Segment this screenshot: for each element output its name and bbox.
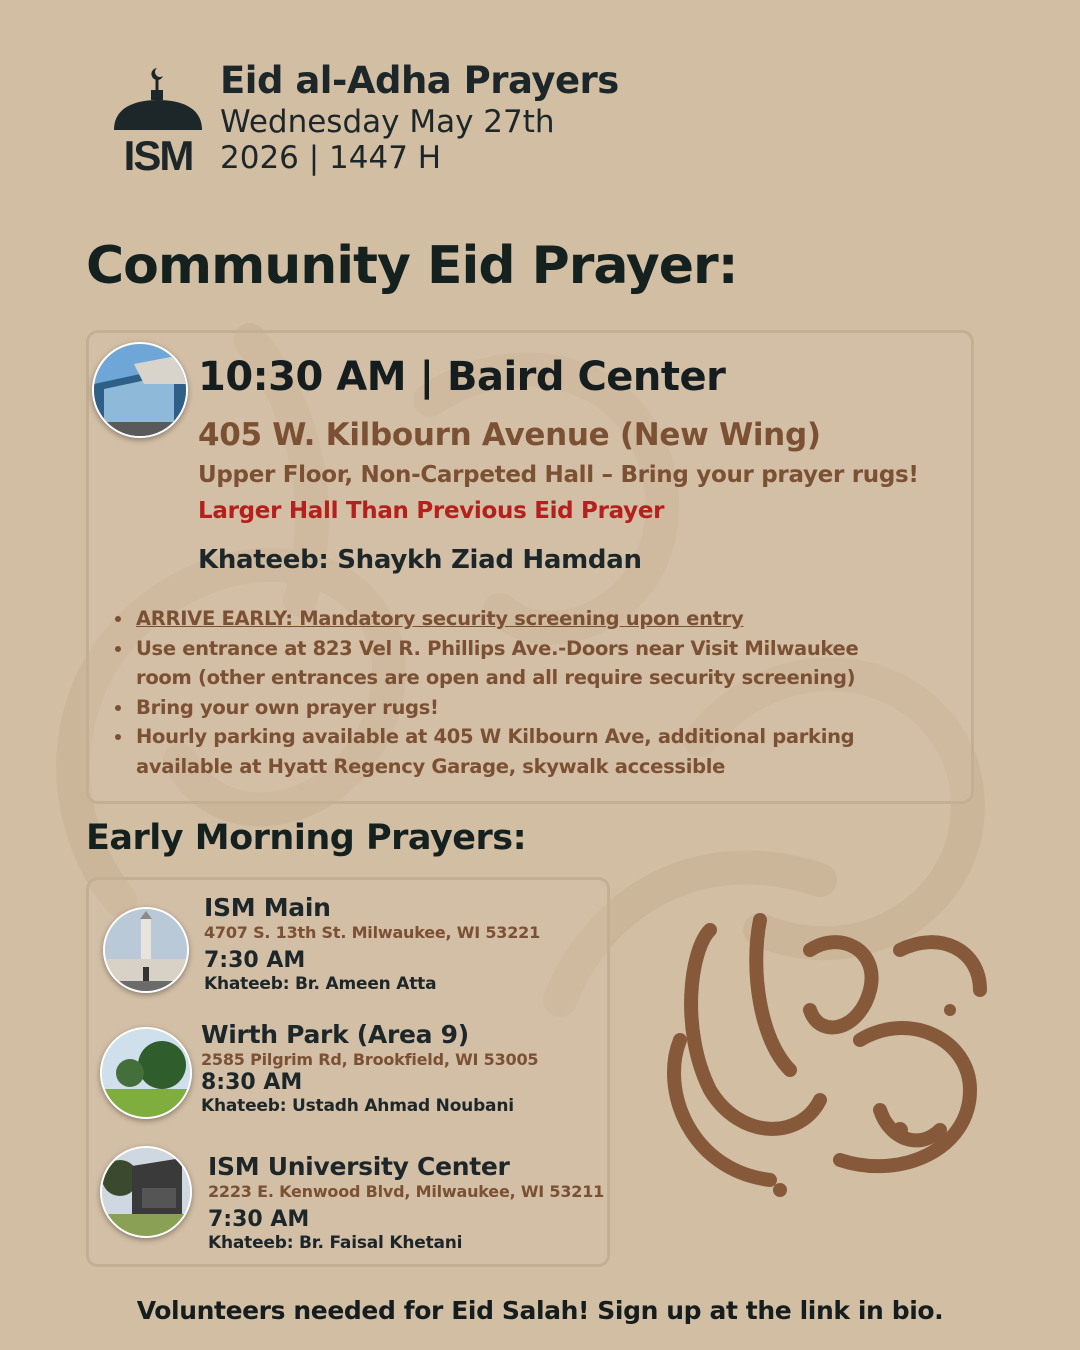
location-khateeb: Khateeb: Br. Faisal Khetani [208, 1233, 463, 1253]
eid-mubarak-calligraphy [650, 890, 1010, 1220]
location-address: 2585 Pilgrim Rd, Brookfield, WI 53005 [201, 1050, 539, 1069]
event-title: Eid al-Adha Prayers [220, 59, 619, 102]
main-prayer-address: 405 W. Kilbourn Avenue (New Wing) [198, 417, 821, 453]
info-bullets [112, 604, 894, 781]
bullet-item: • Hourly parking available at 405 W Kilbourn Ave, additional parking available at Hyatt Regency Garage, skywalk accessible [134, 722, 894, 781]
bullet-item: • Use entrance at 823 Vel R. Phillips Ave.-Doors near Visit Milwaukee room (other entrances are open and all require security screening) [134, 634, 894, 693]
location-address: 2223 E. Kenwood Blvd, Milwaukee, WI 53211 [208, 1182, 605, 1201]
community-prayer-title: Community Eid Prayer: [86, 236, 738, 296]
hall-note: Larger Hall Than Previous Eid Prayer [198, 498, 665, 524]
location-khateeb: Khateeb: Ustadh Ahmad Noubani [201, 1096, 514, 1116]
header [220, 58, 619, 176]
location-name: Wirth Park (Area 9) [201, 1020, 469, 1049]
location-address: 4707 S. 13th St. Milwaukee, WI 53221 [204, 923, 541, 942]
event-year: 2026 | 1447 H [220, 140, 442, 176]
floor-note: Upper Floor, Non-Carpeted Hall – Bring your prayer rugs! [198, 462, 919, 488]
wirth-park-photo [100, 1027, 192, 1119]
arrive-early-note: ARRIVE EARLY: Mandatory security screening upon entry [136, 607, 744, 630]
location-ism-main [204, 893, 540, 994]
location-time: 7:30 AM [204, 948, 306, 973]
event-date: Wednesday May 27th [220, 104, 555, 140]
main-khateeb: Khateeb: Shaykh Ziad Hamdan [198, 545, 642, 575]
location-university-center [208, 1152, 604, 1253]
baird-center-photo [92, 342, 188, 438]
ism-university-center-photo [100, 1146, 192, 1238]
location-khateeb: Khateeb: Br. Ameen Atta [204, 974, 437, 994]
ism-main-photo [103, 907, 189, 993]
logo-text: ISM [123, 132, 193, 176]
location-time: 7:30 AM [208, 1207, 310, 1232]
ism-logo [110, 66, 206, 176]
location-name: ISM University Center [208, 1152, 510, 1181]
bullet-item: • Bring your own prayer rugs! [134, 693, 894, 723]
location-time: 8:30 AM [201, 1070, 303, 1095]
location-wirth-park [201, 1020, 538, 1116]
early-prayers-title: Early Morning Prayers: [86, 818, 527, 858]
bullet-item [134, 604, 894, 634]
location-name: ISM Main [204, 893, 331, 922]
main-prayer-time-venue: 10:30 AM | Baird Center [198, 354, 726, 400]
volunteer-footer: Volunteers needed for Eid Salah! Sign up at the link in bio. [136, 1296, 944, 1325]
